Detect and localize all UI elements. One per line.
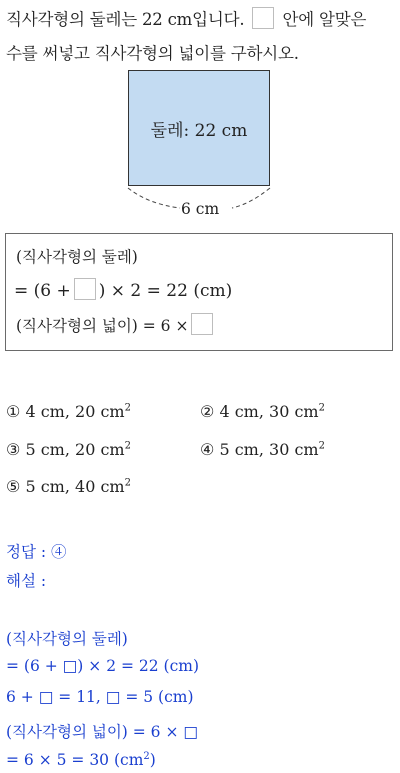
option-text: 5 cm, 40 cm [25,477,125,496]
option-exponent: 2 [318,402,325,414]
question-line-2: 수를 써넣고 직사각형의 넓이를 구하시오. [6,44,299,63]
equation-text: (직사각형의 넓이) = 6 × [16,317,189,335]
solution-text: = 6 × 5 = 30 (cm [6,751,144,770]
option-exponent: 2 [124,477,131,489]
option-1 [6,402,131,421]
solution-line-1: (직사각형의 둘레) [6,630,128,648]
option-marker: ④ [200,440,215,459]
solution-exponent: 2 [143,751,150,762]
solution-line-2: = (6 + □) × 2 = 22 (cm) [6,657,200,675]
question-text: 직사각형의 둘레는 22 cm입니다. [6,10,245,29]
option-text: 4 cm, 20 cm [25,402,125,421]
explanation-label: 해설 : [6,572,47,590]
option-2 [200,402,325,421]
question-text: 안에 알맞은 [282,10,367,29]
option-exponent: 2 [318,440,325,452]
option-marker: ① [6,402,21,421]
solution-line-5 [6,751,156,769]
option-marker: ③ [6,440,21,459]
side-length-label: 6 cm [181,200,220,218]
option-text: 4 cm, 30 cm [219,402,319,421]
option-text: 5 cm, 20 cm [25,440,125,459]
answer-blank-box [191,313,213,335]
question-line-1 [6,6,366,30]
solution-line-3: 6 + □ = 11, □ = 5 (cm) [6,688,194,706]
option-5 [6,477,131,496]
perimeter-label: 둘레: 22 cm [150,120,248,141]
option-marker: ⑤ [6,477,21,496]
option-4 [200,440,325,459]
option-text: 5 cm, 30 cm [219,440,319,459]
box-line-1: (직사각형의 둘레) [16,248,138,266]
option-marker: ② [200,402,215,421]
answer-label: 정답 : ④ [6,543,67,561]
option-exponent: 2 [124,402,131,414]
box-line-3 [16,313,216,336]
option-exponent: 2 [124,440,131,452]
solution-line-4: (직사각형의 넓이) = 6 × □ [6,723,199,741]
box-line-2 [14,278,232,301]
answer-blank-box [74,278,96,300]
equation-text: = (6 + [14,281,71,301]
option-3 [6,440,131,459]
equation-text: ) × 2 = 22 (cm) [98,281,233,301]
answer-blank-box [252,7,274,29]
solution-text: ) [149,751,156,770]
